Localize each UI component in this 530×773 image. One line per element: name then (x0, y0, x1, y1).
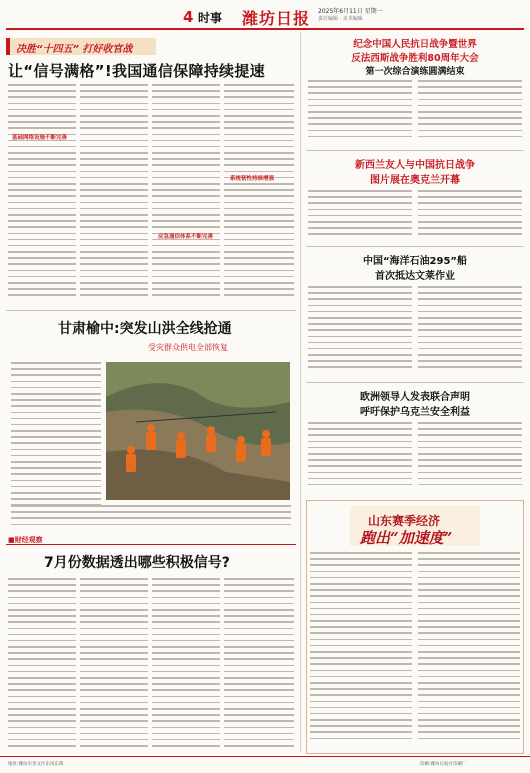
article-column-1 (8, 84, 76, 304)
story4-text-col1 (308, 422, 412, 494)
footer-right: 印刷:潍坊日报社印刷厂 (420, 762, 467, 767)
story1-title-line2: 反法西斯战争胜利80周年大会 (351, 53, 479, 64)
series-banner (6, 38, 156, 55)
article-subhead-1: 基础网络设施不断完善 (12, 135, 68, 141)
series-banner-label: 决胜“十四五” 打好收官战 (16, 44, 133, 55)
data-article-column-3 (152, 578, 220, 752)
page-header (0, 0, 530, 30)
photo-story-subtitle: 受灾群众供电全部恢复 (148, 343, 228, 352)
article-subhead-2: 应急通信体系不断完善 (158, 234, 214, 240)
data-article-column-1 (8, 578, 76, 752)
story1-title-line3: 第一次综合演练圆满结束 (365, 67, 465, 77)
story4-title-line2: 呼吁保护乌克兰安全利益 (360, 407, 470, 418)
right-divider-3 (306, 382, 524, 383)
footer-left: 地址:潍坊市奎文区东风东街 (8, 762, 64, 767)
section-name: 时事 (198, 11, 223, 25)
story3-title-line2: 首次抵达文莱作业 (375, 271, 455, 282)
story4-title-line1: 欧洲领导人发表联合声明 (360, 392, 470, 403)
special-feature-text-col1 (310, 552, 412, 748)
data-article-column-4 (224, 578, 294, 752)
photo-story-headline: 甘肃榆中:突发山洪全线抢通 (58, 321, 232, 337)
photo-caption (11, 505, 291, 527)
data-article-column-2 (80, 578, 148, 752)
story2-title-line1: 新西兰友人与中国抗日战争 (355, 160, 475, 171)
story2-title-line2: 图片展在奥克兰开幕 (370, 175, 460, 186)
special-feature-text-col2 (418, 552, 520, 748)
story3-title-line1: 中国“海洋石油295”船 (362, 256, 468, 267)
story3-text-col2 (418, 286, 522, 378)
special-feature-title-line2: 跑出“加速度” (360, 529, 453, 547)
right-divider-1 (306, 150, 524, 151)
right-divider-2 (306, 246, 524, 247)
column-divider (300, 32, 301, 752)
article-column-4 (224, 84, 294, 304)
main-headline: 让“信号满格”!我国通信保障持续提速 (8, 62, 265, 80)
editor-line: 责任编辑 · 美术编辑 (318, 16, 363, 22)
column-label: ■财经观察 (8, 536, 43, 544)
story1-text-col1 (308, 80, 412, 146)
story1-title-line1: 纪念中国人民抗日战争暨世界 (353, 39, 477, 50)
page-footer (0, 756, 530, 773)
story2-text-col1 (308, 190, 412, 242)
rescue-photo (106, 362, 290, 500)
story2-text-col2 (418, 190, 522, 242)
special-feature-title-line1: 山东赛季经济 (368, 514, 441, 528)
page-number: 4 (183, 8, 194, 26)
article-subhead-3: 系统韧性持续增强 (230, 176, 275, 182)
section-divider (6, 310, 296, 311)
story4-text-col2 (418, 422, 522, 494)
newspaper-logo: 潍坊日报 (242, 9, 311, 28)
article-column-3 (152, 84, 220, 304)
story1-text-col2 (418, 80, 522, 146)
column-rule (6, 544, 296, 545)
header-rule (6, 28, 524, 30)
data-headline: 7月份数据透出哪些积极信号? (44, 555, 230, 571)
article-column-2 (80, 84, 148, 304)
story3-text-col1 (308, 286, 412, 378)
date-line: 2025年6月11日 星期一 (318, 8, 383, 15)
photo-story-text (11, 362, 101, 512)
